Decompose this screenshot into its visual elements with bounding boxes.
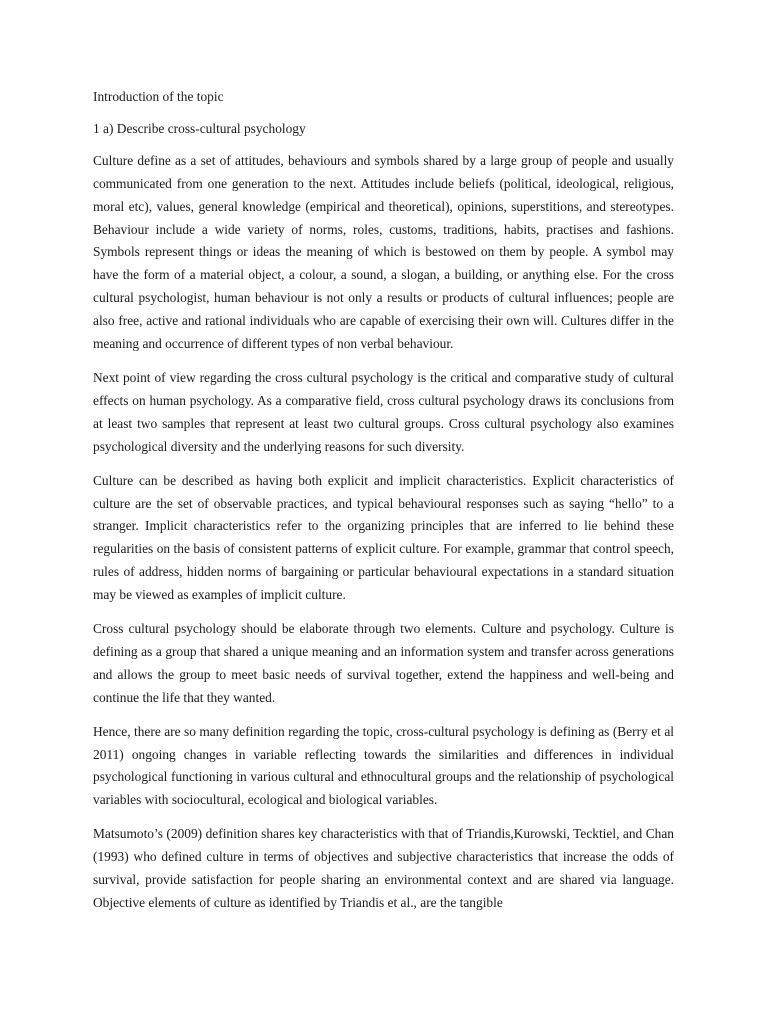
- document-body: [93, 86, 674, 926]
- paragraph-culture-definition: Culture define as a set of attitudes, behaviours and symbols shared by a large group of people and usually communicated from one generation to the next. Attitudes include beliefs (political, ideological, religious, moral etc), values, general knowledge (empirical and theoretical), opinions, superstitions, and stereotypes. Behaviour include a wide variety of norms, roles, customs, traditions, habits, practises and fashions. Symbols represent things or ideas the meaning of which is bestowed on them by people. A symbol may have the form of a material object, a colour, a sound, a slogan, a building, or anything else. For the cross cultural psychologist, human behaviour is not only a results or products of cultural influences; people are also free, active and rational individuals who are capable of exercising their own will. Cultures differ in the meaning and occurrence of different types of non verbal behaviour.: [93, 152, 674, 352]
- paragraph-explicit-implicit: Culture can be described as having both explicit and implicit characteristics. Explicit characteristics of culture are the set of observable practices, and typical behavioural responses such as saying “hello” to a stranger. Implicit characteristics refer to the organizing principles that are inferred to lie behind these regularities on the basis of consistent patterns of explicit culture. For example, grammar that control speech, rules of address, hidden norms of bargaining or particular behavioural expectations in a standard situation may be viewed as examples of implicit culture.: [93, 472, 674, 603]
- paragraph-comparative-study: Next point of view regarding the cross cultural psychology is the critical and comparative study of cultural effects on human psychology. As a comparative field, cross cultural psychology draws its conclusions from at least two samples that represent at least two cultural groups. Cross cultural psychology also examines psychological diversity and the underlying reasons for such diversity.: [93, 369, 674, 454]
- paragraph-berry-definition: Hence, there are so many definition regarding the topic, cross-cultural psychology is defining as (Berry et al 2011) ongoing changes in variable reflecting towards the similarities and differences in individual psychological functioning in various cultural and ethnocultural groups and the relationship of psychological variables with sociocultural, ecological and biological variables.: [93, 723, 674, 808]
- paragraph-two-elements: Cross cultural psychology should be elaborate through two elements. Culture and psychology. Culture is defining as a group that shared a unique meaning and an information system and transfer across generations and allows the group to meet basic needs of survival together, extend the happiness and well-being and continue the life that they wanted.: [93, 621, 674, 705]
- paragraph-matsumoto-definition: Matsumoto’s (2009) definition shares key characteristics with that of Triandis,Kurowski, Tecktiel, and Chan (1993) who defined culture in terms of objectives and subjective characteristics that increase the odds of survival, provide satisfaction for people sharing an environmental context and are shared via language. Objective elements of culture as identified by Triandis et al., are the tangible: [93, 826, 674, 910]
- intro-heading: Introduction of the topic: [93, 89, 224, 104]
- question-heading: 1 a) Describe cross-cultural psychology: [93, 120, 306, 136]
